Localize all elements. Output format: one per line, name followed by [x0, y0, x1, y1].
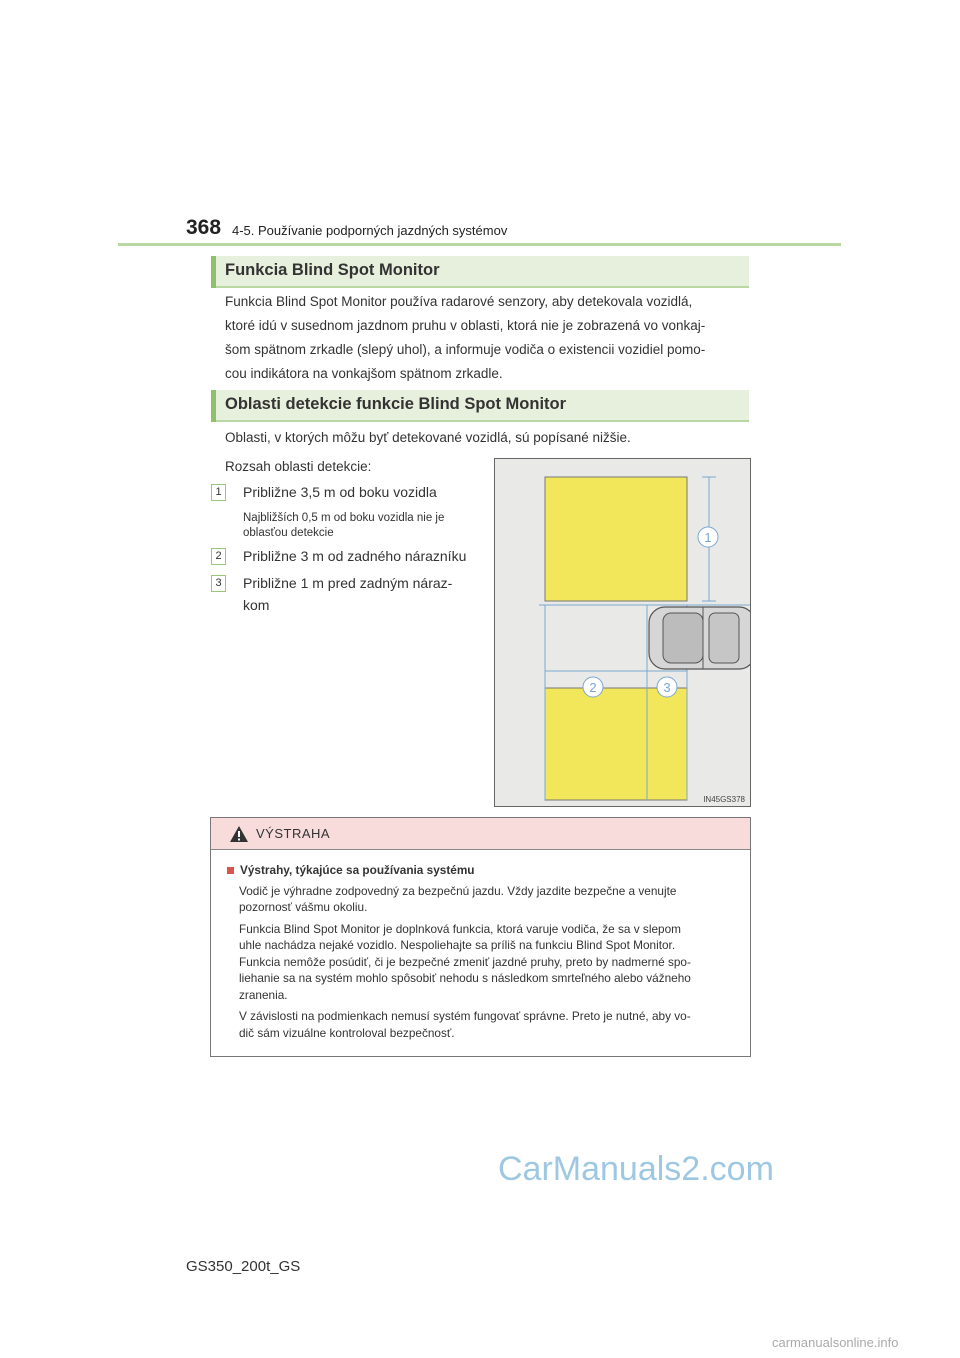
item-number-3: 3: [211, 575, 226, 592]
warning-triangle-icon: [229, 825, 249, 843]
detection-intro: Oblasti, v ktorých môžu byť detekované vozidlá, sú popísané nižšie.: [225, 430, 631, 445]
warning-paragraph: [227, 883, 740, 916]
item-text-3: [243, 572, 491, 616]
warning-line: pozornosť vášmu okoliu.: [239, 900, 368, 914]
paragraph-line: Funkcia Blind Spot Monitor používa radarové senzory, aby detekovala vozidlá,: [225, 294, 693, 309]
warning-line: V závislosti na podmienkach nemusí systém fungovať správne. Preto je nutné, aby vo-: [239, 1009, 691, 1023]
diagram-code: IN45GS378: [703, 795, 745, 804]
paragraph-line: cou indikátora na vonkajšom spätnom zrkadle.: [225, 366, 503, 381]
warning-paragraph: [227, 1008, 740, 1041]
warning-subtitle-text: Výstrahy, týkajúce sa používania systému: [240, 863, 475, 877]
heading-accent-bar: [211, 256, 216, 288]
item-line: kom: [243, 597, 270, 613]
note-line: oblasťou detekcie: [243, 527, 334, 539]
range-label: Rozsah oblasti detekcie:: [225, 459, 372, 474]
diagram-label-3-text: 3: [663, 680, 671, 695]
warning-header: [211, 818, 750, 850]
item-number-1: 1: [211, 484, 226, 501]
warning-line: Funkcia nemôže posúdiť, či je bezpečné zmeniť jazdné pruhy, preto by nadmerné spo-: [239, 954, 691, 969]
item-number-2: 2: [211, 548, 226, 565]
section-paragraph: [225, 290, 748, 386]
page-number: 368: [186, 216, 222, 239]
item-note-1: [243, 511, 444, 541]
header-rule: [118, 243, 841, 246]
side-detection-zone: [545, 477, 687, 601]
warning-line: uhle nachádza nejaké vozidlo. Nespoliehajte sa príliš na funkciu Blind Spot Monitor.: [239, 938, 676, 952]
warning-line: Funkcia Blind Spot Monitor je doplnková funkcia, ktorá varuje vodiča, že sa v slepom: [239, 921, 681, 936]
item-text-2: Približne 3 m od zadného nárazníku: [243, 548, 467, 564]
vehicle-icon: [649, 607, 750, 669]
warning-line: dič sám vizuálne kontroloval bezpečnosť.: [239, 1025, 455, 1040]
note-line: Najbližších 0,5 m od boku vozidla nie je: [243, 512, 445, 524]
section-title: Oblasti detekcie funkcie Blind Spot Monitor: [225, 395, 567, 413]
warning-subtitle: [227, 862, 740, 879]
paragraph-line: šom spätnom zrkadle (slepý uhol), a informuje vodiča o existencii vozidiel pomo-: [225, 342, 706, 357]
paragraph-line: ktoré idú v susednom jazdnom pruhu v oblasti, ktorá nie je zobrazená vo vonkaj-: [225, 318, 706, 333]
diagram-label-1-text: 1: [704, 530, 712, 545]
heading-accent-bar: [211, 390, 216, 422]
warning-paragraph: [227, 921, 740, 1004]
chapter-title: 4-5. Používanie podporných jazdných systémov: [232, 223, 508, 238]
item-line: Približne 1 m pred zadným náraz-: [243, 575, 453, 591]
footer-model-code: GS350_200t_GS: [186, 1258, 301, 1275]
rear-detection-zone: [545, 688, 687, 800]
diagram-label-2-text: 2: [589, 680, 597, 695]
section-title: Funkcia Blind Spot Monitor: [225, 261, 440, 279]
section-heading-detection-areas: [211, 390, 749, 422]
diagram-svg: [495, 459, 750, 806]
warning-box: [210, 817, 751, 1057]
section-heading-blind-spot-monitor: [211, 256, 749, 288]
red-square-bullet-icon: [227, 867, 234, 874]
detection-area-diagram: [494, 458, 751, 807]
footer-site-watermark: carmanualsonline.info: [772, 1335, 899, 1350]
watermark-logo: CarManuals2.com: [498, 1150, 774, 1188]
warning-line: Vodič je výhradne zodpovedný za bezpečnú jazdu. Vždy jazdite bezpečne a venujte: [239, 883, 677, 898]
warning-body: [227, 862, 740, 1046]
warning-title: VÝSTRAHA: [256, 826, 331, 841]
warning-line: zranenia.: [239, 987, 288, 1002]
warning-line: liehanie sa na systém mohlo spôsobiť nehodu s následkom smrteľného alebo vážneho: [239, 971, 691, 985]
item-text-1: Približne 3,5 m od boku vozidla: [243, 484, 437, 500]
